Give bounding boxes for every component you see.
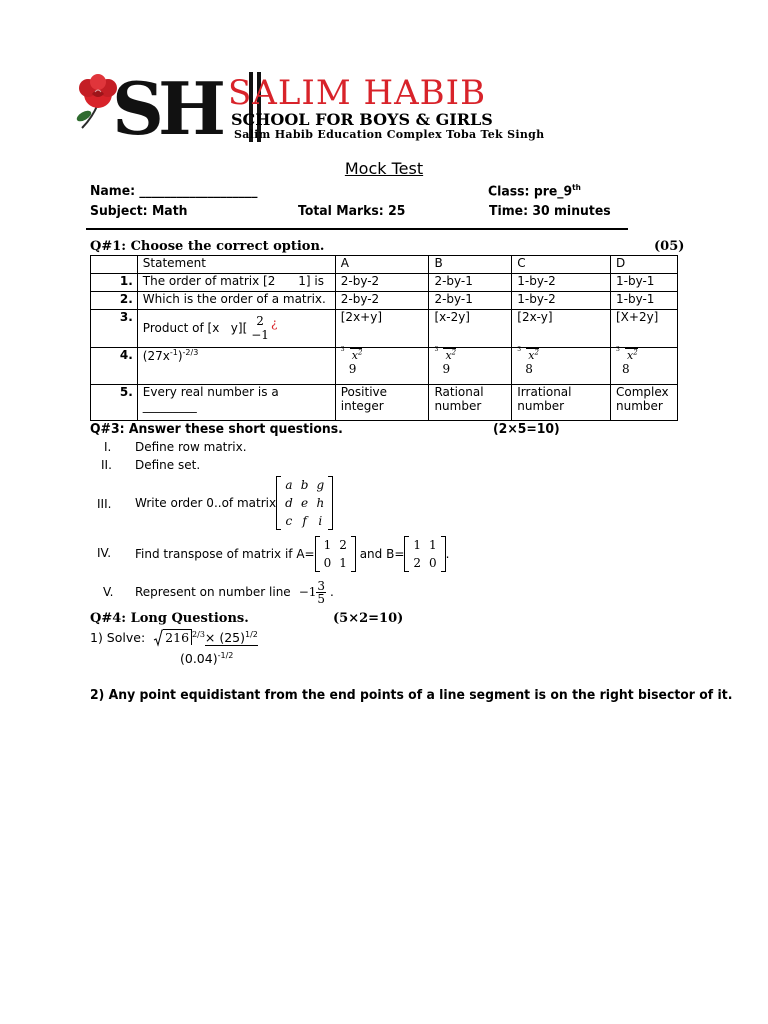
root-index: 3 xyxy=(517,346,522,354)
class-field xyxy=(488,183,581,200)
table-header-row xyxy=(91,256,678,274)
subject-field: Subject: Math xyxy=(90,203,188,219)
table-row xyxy=(91,348,678,385)
denominator: (0.04) xyxy=(180,651,218,667)
sqrt-symbol xyxy=(153,629,163,647)
col-c: C xyxy=(512,256,611,274)
option-c: [2x-y] xyxy=(512,310,611,348)
matrix-cell: c xyxy=(285,514,293,528)
option-a: [2x+y] xyxy=(335,310,429,348)
option-b: 2-by-1 xyxy=(429,274,512,292)
col-d: D xyxy=(610,256,677,274)
matrix-row xyxy=(281,494,328,512)
cube-root xyxy=(616,348,638,362)
school-name: SALIM HABIB xyxy=(228,73,487,113)
matrix-cell: d xyxy=(285,496,293,510)
cube-root xyxy=(341,348,363,362)
option-b: [x-2y] xyxy=(429,310,512,348)
q1-heading: Q#1: Choose the correct option. xyxy=(90,239,325,254)
column-vector xyxy=(251,314,269,342)
table-row xyxy=(91,292,678,310)
times-term: × (25) xyxy=(204,630,246,646)
option-d xyxy=(610,385,677,421)
option-line: Irrational xyxy=(517,385,572,399)
class-sup: th xyxy=(572,183,581,192)
row-statement: Which is the order of a matrix. xyxy=(137,292,335,310)
matrix-b xyxy=(404,536,445,572)
root-power: 2 xyxy=(633,348,638,357)
and-text: and B= xyxy=(355,547,405,561)
option-c xyxy=(512,385,611,421)
fraction xyxy=(316,580,326,605)
row-num: 3. xyxy=(91,310,138,348)
root-power: 2 xyxy=(534,348,539,357)
cube-root xyxy=(434,348,456,362)
q3-item-text: Define row matrix. xyxy=(135,440,247,454)
option-line: Rational xyxy=(434,385,484,399)
stmt-sup1: -1 xyxy=(169,348,178,357)
matrix-cell: 1 xyxy=(323,538,332,552)
q3-item-text: Find transpose of matrix if A= xyxy=(135,547,315,561)
matrix-cell: 0 xyxy=(323,556,332,570)
option-line: number xyxy=(434,399,482,413)
school-subtitle: SCHOOL FOR BOYS & GIRLS xyxy=(231,110,493,129)
matrix-cell: 2 xyxy=(339,538,347,552)
end-dot: . xyxy=(445,547,450,561)
matrix-cell: a xyxy=(285,478,293,492)
q4-marks: (5×2=10) xyxy=(333,611,404,626)
q4-question-2: 2) Any point equidistant from the end points of a line segment is on the right bisector of it. xyxy=(90,687,733,703)
matrix-cell: 2 xyxy=(413,556,422,570)
option-line: Complex xyxy=(615,385,669,399)
row-statement xyxy=(137,385,335,421)
table-row xyxy=(91,310,678,348)
q3-item-iii xyxy=(135,474,333,532)
q3-item-num: IV. xyxy=(97,546,112,560)
root-index: 3 xyxy=(615,346,620,354)
stray-glyph: ¿ xyxy=(270,316,278,330)
matrix-cell: h xyxy=(316,496,325,510)
root-index: 3 xyxy=(434,346,439,354)
col-b: B xyxy=(429,256,512,274)
solve-label: 1) Solve: xyxy=(90,630,146,645)
option-d: 1-by-1 xyxy=(610,274,677,292)
matrix-a xyxy=(315,536,356,572)
matrix-3x3 xyxy=(276,476,333,530)
root-index: 3 xyxy=(340,346,345,354)
row-num: 5. xyxy=(91,385,138,421)
row-statement xyxy=(137,348,335,385)
exponent-3: -1/2 xyxy=(217,651,234,660)
matrix-cell: i xyxy=(318,514,323,528)
root-power: 2 xyxy=(357,348,363,357)
mcq-table xyxy=(90,255,678,421)
logo-letters: SH xyxy=(112,72,221,142)
matrix-row xyxy=(320,536,351,554)
school-location: Salim Habib Education Complex Toba Tek Singh xyxy=(234,128,545,141)
option-a xyxy=(335,385,429,421)
exponent-2: 1/2 xyxy=(245,630,258,639)
q4-solve xyxy=(90,630,258,645)
row-num: 2. xyxy=(91,292,138,310)
class-label: Class: pre_9 xyxy=(488,183,573,200)
option-c: 1-by-2 xyxy=(512,274,611,292)
root-denominator: 9 xyxy=(442,362,451,376)
statement-text: Product of [x y][ xyxy=(142,321,248,335)
q3-item-num: I. xyxy=(104,440,112,454)
col-a: A xyxy=(335,256,429,274)
matrix-cell: b xyxy=(300,478,309,492)
option-d xyxy=(610,348,677,385)
option-a: 2-by-2 xyxy=(335,274,429,292)
matrix-cell: e xyxy=(301,496,309,510)
root-base: x xyxy=(626,349,634,362)
q3-item-text: Represent on number line xyxy=(135,585,291,599)
option-c xyxy=(512,348,611,385)
name-field: Name: ___________________ xyxy=(90,183,258,199)
table-row xyxy=(91,274,678,292)
matrix-row xyxy=(409,554,440,572)
root-base: x xyxy=(445,349,452,362)
root-denominator: 8 xyxy=(621,362,630,376)
time-field: Time: 30 minutes xyxy=(489,203,611,219)
matrix-cell: 1 xyxy=(413,538,422,552)
divider xyxy=(86,228,628,230)
root-base: x xyxy=(528,349,535,362)
option-a: 2-by-2 xyxy=(335,292,429,310)
matrix-row xyxy=(281,476,328,494)
row-statement: The order of matrix [2 1] is xyxy=(137,274,335,292)
vector-bottom: −1 xyxy=(251,328,269,342)
q3-marks: (2×5=10) xyxy=(493,421,560,437)
q3-item-v xyxy=(135,574,334,610)
statement-blank: _________ xyxy=(142,399,197,413)
matrix-cell: 0 xyxy=(429,556,437,570)
statement-text: Every real number is a xyxy=(142,385,279,399)
q3-item-text: Define set. xyxy=(135,458,201,472)
cube-root xyxy=(517,348,539,362)
end-dot: . xyxy=(330,585,334,599)
row-num: 1. xyxy=(91,274,138,292)
option-line: number xyxy=(615,399,663,413)
q3-item-num: V. xyxy=(103,585,114,599)
school-logo xyxy=(68,72,628,146)
matrix-row xyxy=(409,536,440,554)
stmt-base: (27x xyxy=(142,349,170,363)
option-d: 1-by-1 xyxy=(610,292,677,310)
expression xyxy=(153,630,258,645)
option-line: number xyxy=(517,399,565,413)
matrix-cell: 1 xyxy=(339,556,347,570)
col-statement: Statement xyxy=(137,256,335,274)
option-a xyxy=(335,348,429,385)
vector-top: 2 xyxy=(256,314,264,328)
root-power: 2 xyxy=(451,348,457,357)
option-line: Positive xyxy=(340,385,388,399)
root-denominator: 9 xyxy=(348,362,357,376)
total-marks: Total Marks: 25 xyxy=(298,203,406,219)
test-title: Mock Test xyxy=(344,159,424,178)
stmt-close: ) xyxy=(177,349,183,363)
exponent-1: 2/3 xyxy=(192,630,205,639)
row-num: 4. xyxy=(91,348,138,385)
row-statement xyxy=(137,310,335,348)
option-b: 2-by-1 xyxy=(429,292,512,310)
matrix-cell: 1 xyxy=(429,538,437,552)
q3-item-num: II. xyxy=(101,458,112,472)
fraction-denominator: 5 xyxy=(317,591,326,606)
matrix-row xyxy=(281,512,328,530)
stmt-sup2: -2/3 xyxy=(182,348,199,357)
q3-item-text: Write order 0..of matrix xyxy=(135,496,277,510)
root-denominator: 8 xyxy=(525,362,533,376)
root-base: x xyxy=(351,349,358,362)
q4-heading: Q#4: Long Questions. xyxy=(90,611,249,626)
option-b xyxy=(429,348,512,385)
option-b xyxy=(429,385,512,421)
matrix-row xyxy=(320,554,351,572)
q3-item-num: III. xyxy=(97,497,112,511)
table-row xyxy=(91,385,678,421)
matrix-cell: f xyxy=(302,514,307,528)
option-c: 1-by-2 xyxy=(512,292,611,310)
option-line: integer xyxy=(340,399,384,413)
q4-denominator xyxy=(180,651,233,666)
fraction-numerator: 3 xyxy=(317,578,326,593)
option-d: [X+2y] xyxy=(610,310,677,348)
q3-heading: Q#3: Answer these short questions. xyxy=(90,421,343,437)
q3-item-iv xyxy=(135,535,450,573)
radicand: 216 xyxy=(163,629,192,645)
mixed-whole: −1 xyxy=(298,585,317,599)
matrix-cell: g xyxy=(316,478,325,492)
q1-marks: (05) xyxy=(654,239,685,254)
